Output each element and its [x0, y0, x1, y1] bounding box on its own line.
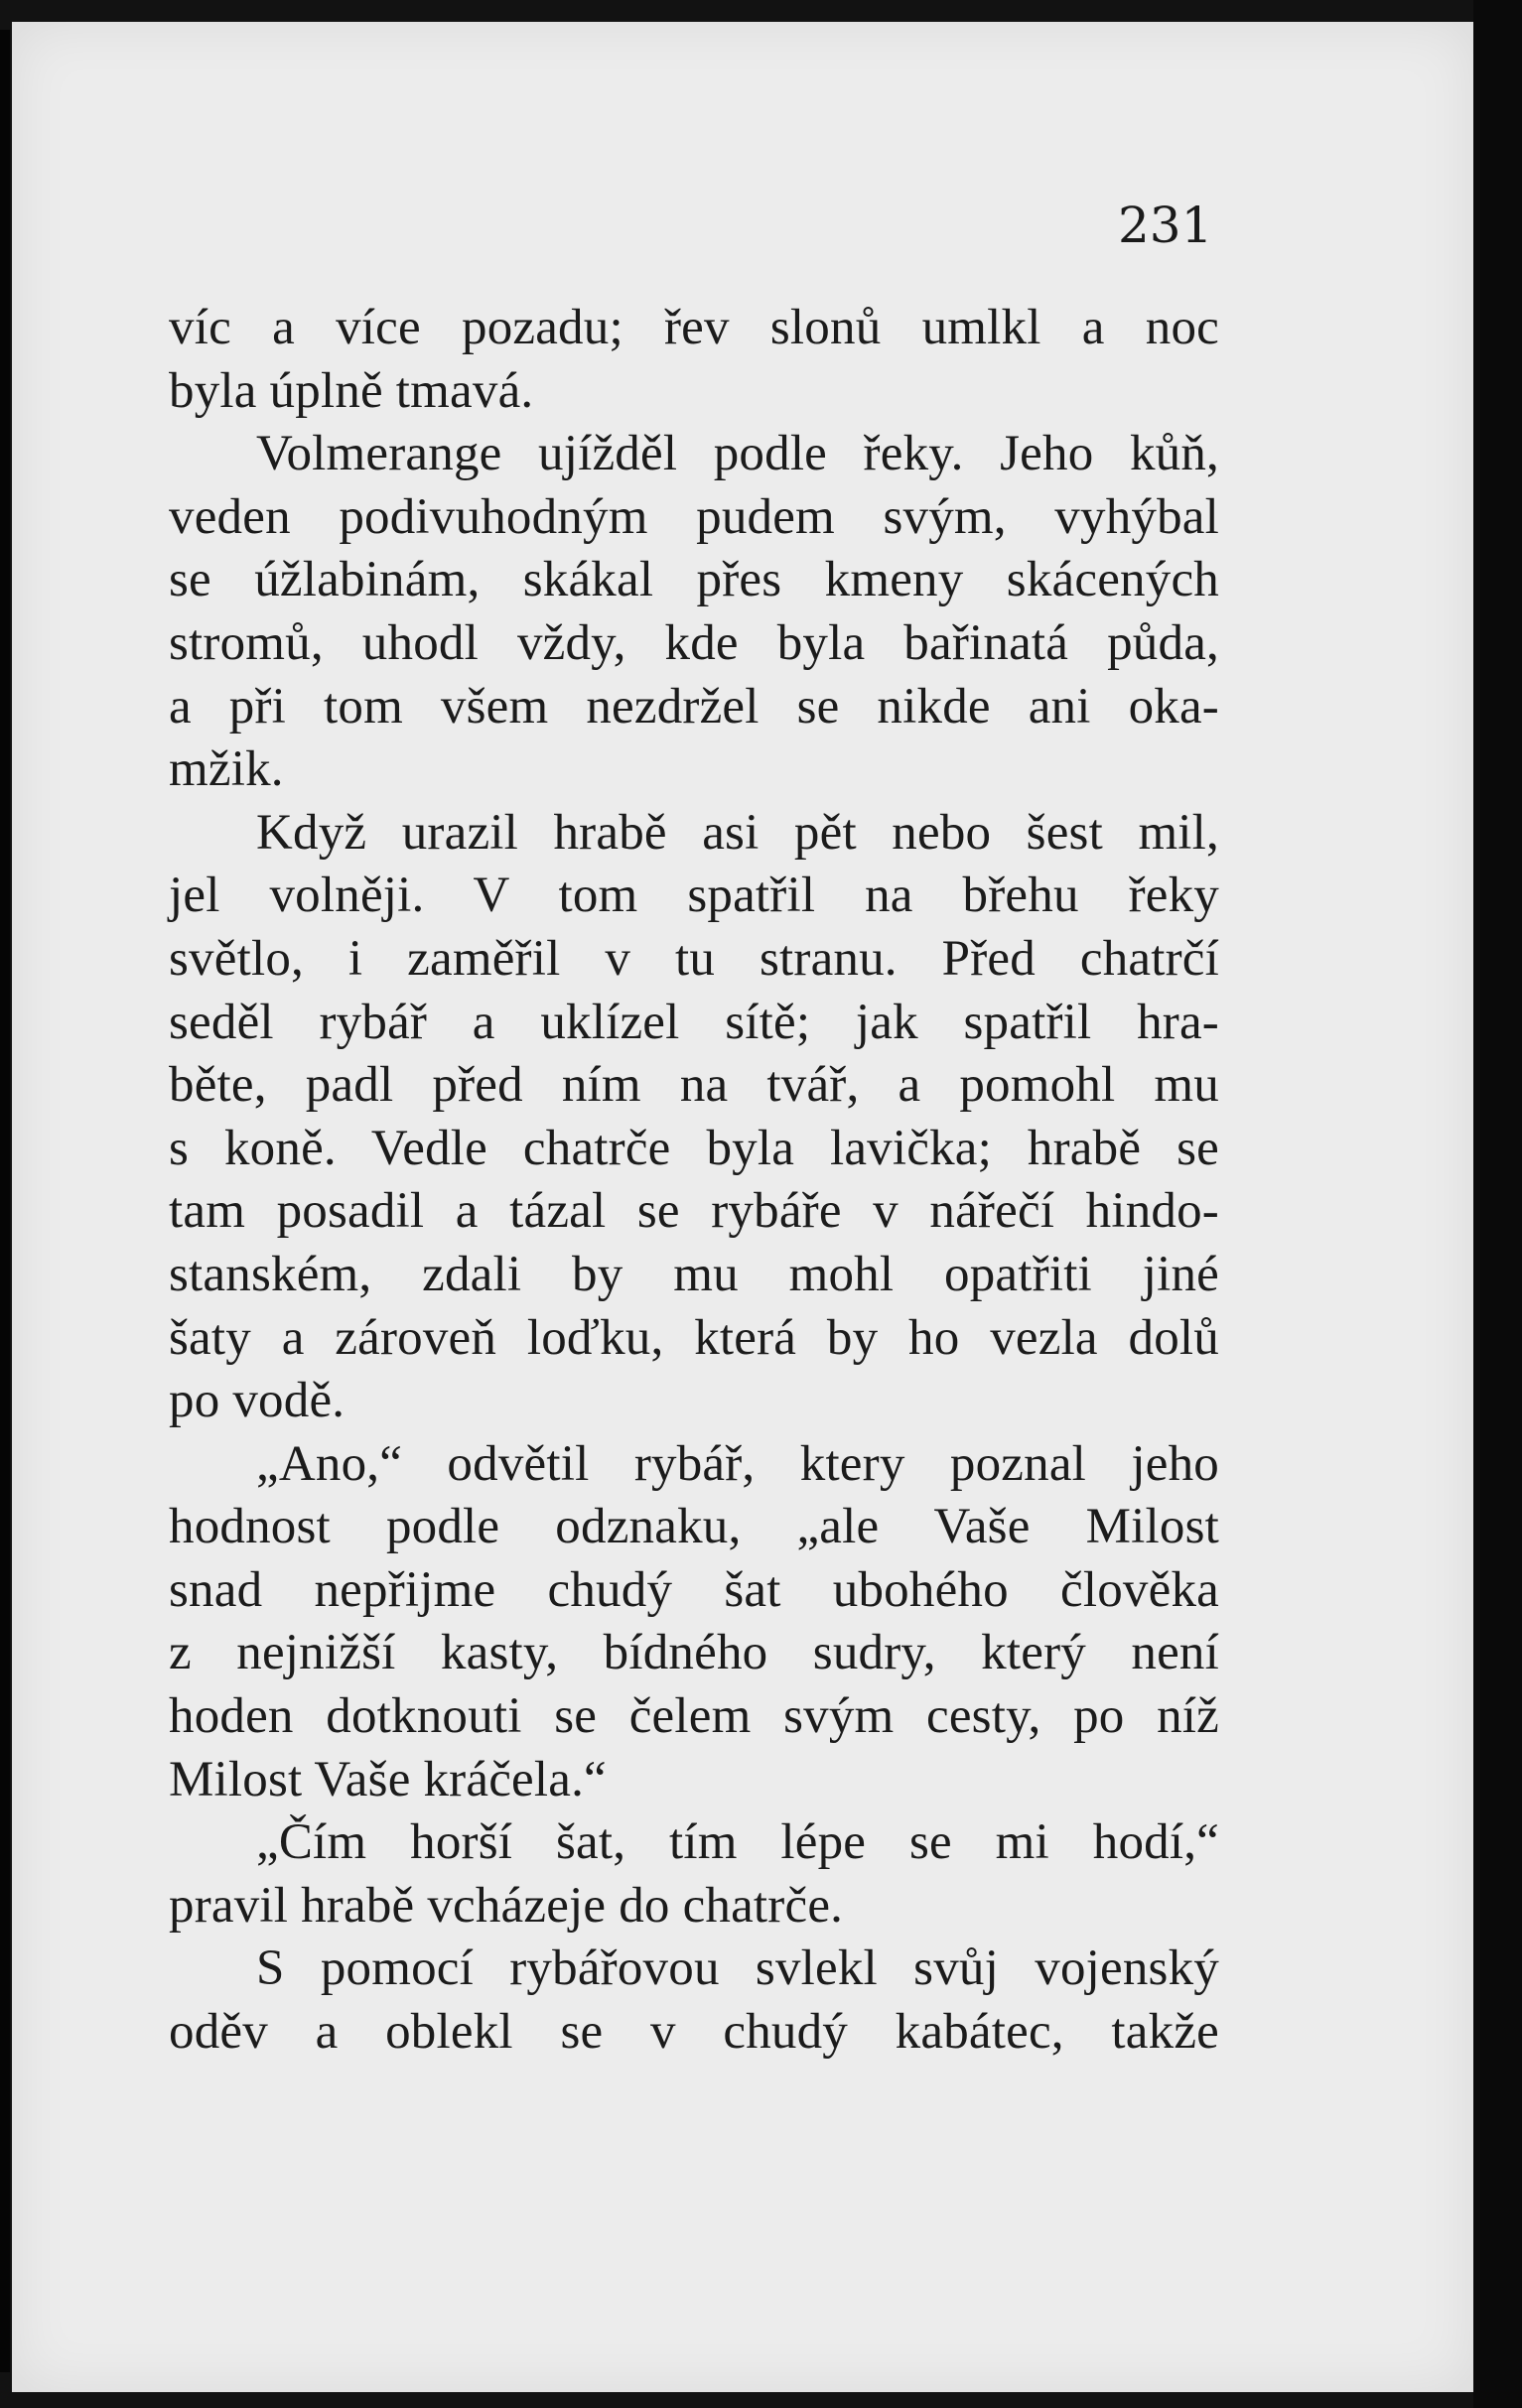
- page-number: 231: [1118, 197, 1213, 254]
- text-line: mžik.: [169, 741, 284, 798]
- text-line: stanském, zdali by mu mohl opatřiti jiné: [169, 1246, 1219, 1302]
- text-line: se úžlabinám, skákal přes kmeny skácených: [169, 552, 1219, 608]
- text-line: tam posadil a tázal se rybáře v nářečí hindo-: [169, 1183, 1219, 1240]
- text-line: jel volněji. V tom spatřil na břehu řeky: [169, 868, 1219, 924]
- text-line: „Čím horší šat, tím lépe se mi hodí,“: [256, 1814, 1219, 1871]
- text-line: hoden dotknouti se čelem svým cesty, po níž: [169, 1688, 1219, 1745]
- text-line: a při tom všem nezdržel se nikde ani oka-: [169, 678, 1219, 735]
- text-line: veden podivuhodným pudem svým, vyhýbal: [169, 488, 1219, 545]
- text-line: pravil hrabě vcházeje do chatrče.: [169, 1877, 844, 1934]
- text-line: S pomocí rybářovou svlekl svůj vojenský: [256, 1940, 1219, 1997]
- body-text: [169, 297, 1219, 2065]
- text-line: seděl rybář a uklízel sítě; jak spatřil hra-: [169, 994, 1219, 1050]
- text-line: s koně. Vedle chatrče byla lavička; hrabě se: [169, 1120, 1219, 1176]
- book-page: [12, 22, 1473, 2392]
- text-line: běte, padl před ním na tvář, a pomohl mu: [169, 1057, 1219, 1114]
- text-line: Když urazil hrabě asi pět nebo šest mil,: [256, 804, 1219, 861]
- text-line: Volmerange ujížděl podle řeky. Jeho kůň,: [256, 426, 1219, 482]
- text-line: byla úplně tmavá.: [169, 362, 534, 419]
- scan-right-margin: [1473, 0, 1522, 2408]
- text-line: oděv a oblekl se v chudý kabátec, takže: [169, 2004, 1219, 2061]
- binding-edge: [0, 30, 10, 2372]
- text-line: hodnost podle odznaku, „ale Vaše Milost: [169, 1499, 1219, 1555]
- text-line: víc a více pozadu; řev slonů umlkl a noc: [169, 300, 1219, 355]
- text-line: z nejnižší kasty, bídného sudry, který není: [169, 1625, 1219, 1681]
- text-line: šaty a zároveň loďku, která by ho vezla dolů: [169, 1309, 1219, 1366]
- text-line: snad nepřijme chudý šat ubohého člověka: [169, 1561, 1219, 1618]
- text-line: „Ano,“ odvětil rybář, ktery poznal jeho: [256, 1435, 1219, 1492]
- text-line: Milost Vaše kráčela.“: [169, 1751, 607, 1807]
- text-line: po vodě.: [169, 1373, 346, 1429]
- text-line: stromů, uhodl vždy, kde byla bařinatá půda,: [169, 614, 1219, 671]
- text-line: světlo, i zaměřil v tu stranu. Před chatrčí: [169, 930, 1219, 987]
